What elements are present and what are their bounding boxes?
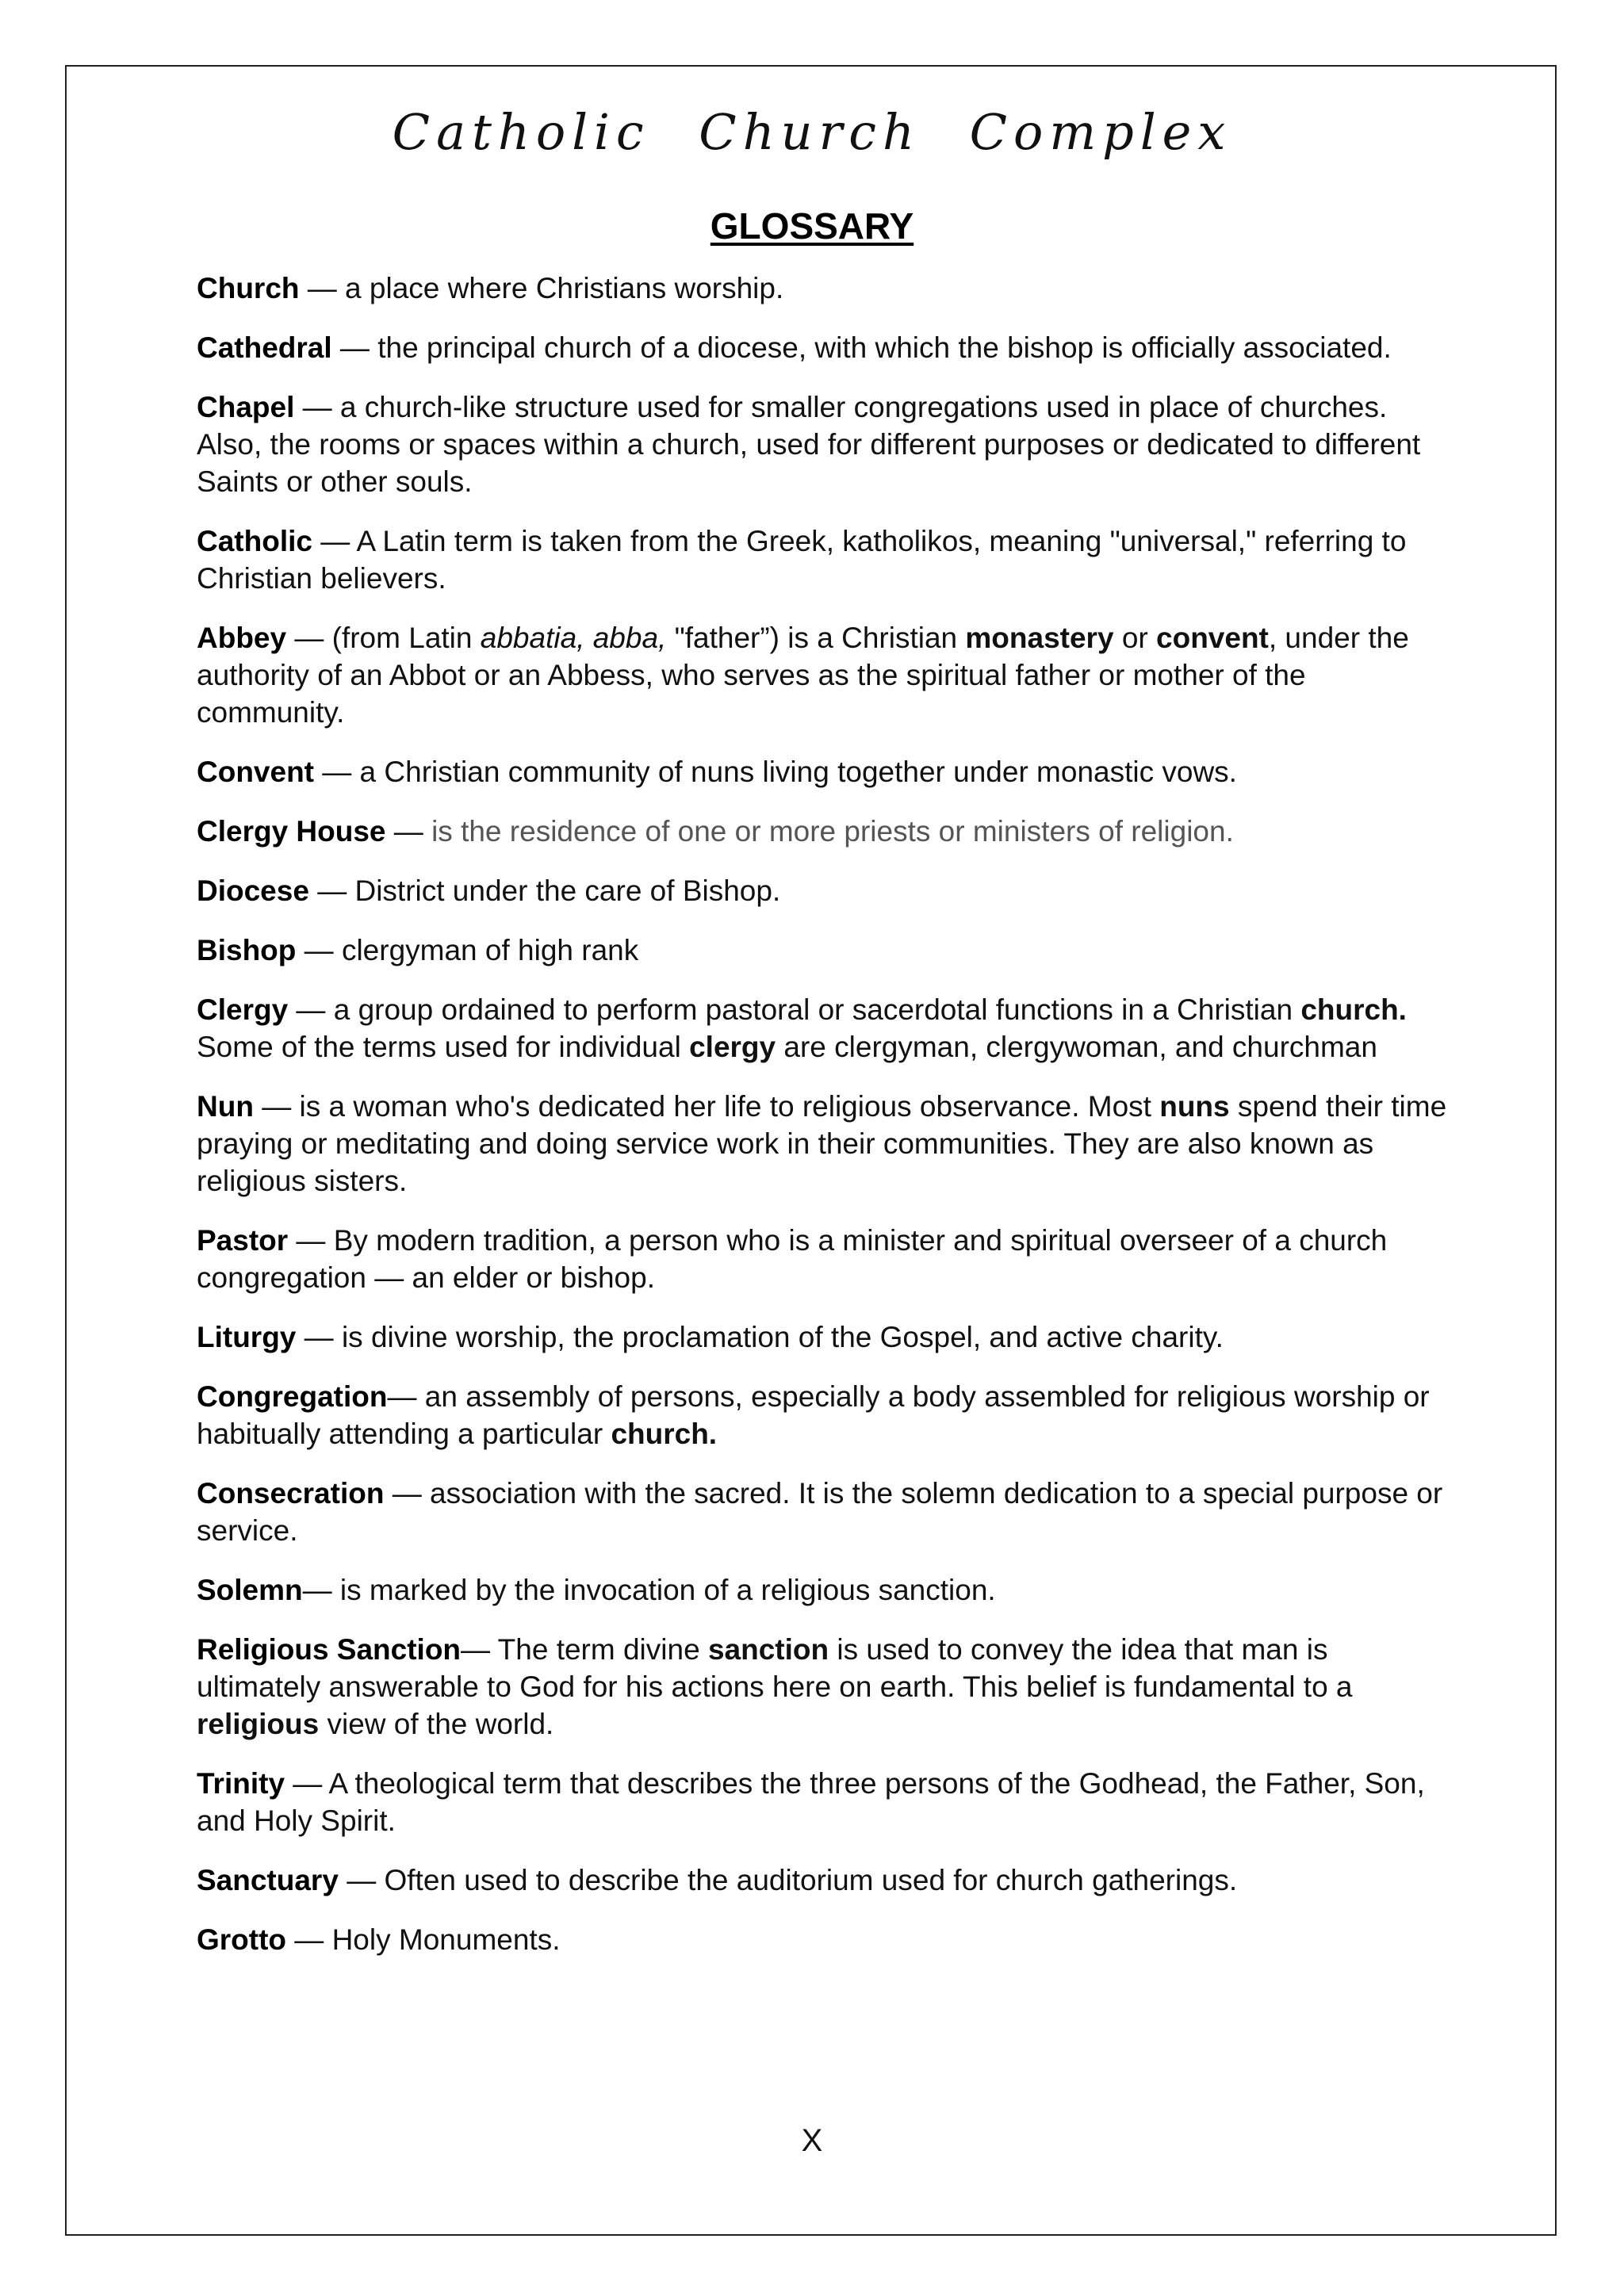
- glossary-entry: [197, 1318, 1450, 1356]
- glossary-entry: [197, 329, 1450, 366]
- glossary-term: Consecration: [197, 1477, 385, 1510]
- glossary-term: Nun: [197, 1090, 254, 1123]
- glossary-definition-text: — By modern tradition, a person who is a minister and spiritual overseer of a church congregation — an elder or bishop.: [197, 1224, 1388, 1294]
- glossary-definition-text: — a place where Christians worship.: [299, 272, 784, 304]
- glossary-entry: [197, 753, 1450, 790]
- glossary-term: Congregation: [197, 1380, 388, 1413]
- glossary-term: Sanctuary: [197, 1864, 339, 1896]
- glossary-definition-text: religious: [197, 1708, 320, 1740]
- glossary-definition-text: is used to convey the idea that man is ultimately answerable to God for his actions here on earth. This belief is fundamental to a: [197, 1633, 1353, 1703]
- glossary-term: Liturgy: [197, 1321, 297, 1353]
- glossary-heading: GLOSSARY: [710, 205, 914, 247]
- glossary-entry: [197, 1475, 1450, 1549]
- glossary-definition-text: — A Latin term is taken from the Greek, katholikos, meaning "universal," referring to Christian believers.: [197, 525, 1407, 595]
- glossary-definition-text: — The term divine: [461, 1633, 708, 1666]
- glossary-term: Solemn: [197, 1574, 303, 1606]
- glossary-entry: [197, 1378, 1450, 1452]
- glossary-entry: [197, 991, 1450, 1066]
- glossary-term: Bishop: [197, 934, 297, 966]
- glossary-definition-text: monastery: [965, 622, 1114, 654]
- glossary-definition-text: — the principal church of a diocese, with which the bishop is officially associated.: [331, 331, 1392, 364]
- glossary-definition-text: convent: [1156, 622, 1269, 654]
- glossary-entry: [197, 619, 1450, 731]
- glossary-definition-text: — association with the sacred. It is the solemn dedication to a special purpose or service.: [197, 1477, 1443, 1547]
- glossary-entry: [197, 1088, 1450, 1200]
- glossary-definition-text: clergy: [689, 1031, 776, 1063]
- glossary-definition-text: spend their time praying or meditating and doing service work in their communities. They are also known as religious sisters.: [197, 1090, 1447, 1197]
- glossary-definition-text: — is marked by the invocation of a religious sanction.: [302, 1574, 996, 1606]
- glossary-definition-text: Some of the terms used for individual: [197, 1031, 690, 1063]
- glossary-definition-text: — District under the care of Bishop.: [308, 874, 781, 907]
- glossary-definition-text: is the residence of one or more priests or ministers of religion.: [431, 815, 1234, 848]
- glossary-term: Abbey: [197, 622, 287, 654]
- glossary-term: Trinity: [197, 1767, 285, 1800]
- glossary-definition-text: view of the world.: [319, 1708, 554, 1740]
- glossary-definition-text: church.: [1300, 993, 1407, 1026]
- glossary-definition-text: — a Christian community of nuns living together under monastic vows.: [314, 756, 1237, 788]
- glossary-definition-text: — is a woman who's dedicated her life to religious observance. Most: [253, 1090, 1160, 1123]
- glossary-list: [197, 270, 1450, 1980]
- glossary-entry: [197, 1921, 1450, 1958]
- glossary-term: Grotto: [197, 1923, 287, 1956]
- glossary-term: Diocese: [197, 874, 309, 907]
- page-number: X: [801, 2123, 823, 2158]
- glossary-entry: [197, 1631, 1450, 1743]
- glossary-term: Convent: [197, 756, 314, 788]
- glossary-definition-text: are clergyman, clergywoman, and churchman: [776, 1031, 1377, 1063]
- glossary-definition-text: abbatia, abba,: [480, 622, 667, 654]
- glossary-definition-text: — is divine worship, the proclamation of the Gospel, and active charity.: [296, 1321, 1224, 1353]
- glossary-entry: [197, 932, 1450, 969]
- glossary-definition-text: "father”) is a Christian: [666, 622, 966, 654]
- glossary-entry: [197, 522, 1450, 597]
- glossary-definition-text: — an assembly of persons, especially a body assembled for religious worship or habitually attending a particular: [197, 1380, 1430, 1450]
- glossary-entry: [197, 1222, 1450, 1296]
- glossary-definition-text: church.: [611, 1418, 718, 1450]
- glossary-definition-text: nuns: [1159, 1090, 1230, 1123]
- glossary-term: Religious Sanction: [197, 1633, 462, 1666]
- glossary-definition-text: sanction: [707, 1633, 829, 1666]
- glossary-entry: [197, 388, 1450, 500]
- glossary-entry: [197, 270, 1450, 307]
- glossary-definition-text: —: [385, 815, 432, 848]
- document-title: Catholic Church Complex: [392, 103, 1232, 161]
- glossary-definition-text: — Holy Monuments.: [286, 1923, 561, 1956]
- glossary-term: Clergy House: [197, 815, 386, 848]
- glossary-definition-text: — A theological term that describes the three persons of the Godhead, the Father, Son, and Holy Spirit.: [197, 1767, 1425, 1837]
- glossary-term: Chapel: [197, 391, 295, 423]
- glossary-term: Pastor: [197, 1224, 289, 1257]
- glossary-entry: [197, 872, 1450, 909]
- glossary-definition-text: — (from Latin: [286, 622, 481, 654]
- glossary-entry: [197, 813, 1450, 850]
- glossary-definition-text: , under the authority of an Abbot or an Abbess, who serves as the spiritual father or mother of the community.: [197, 622, 1409, 729]
- glossary-definition-text: — a group ordained to perform pastoral or sacerdotal functions in a Christian: [288, 993, 1301, 1026]
- glossary-definition-text: — clergyman of high rank: [296, 934, 639, 966]
- glossary-entry: [197, 1862, 1450, 1899]
- glossary-term: Church: [197, 272, 300, 304]
- glossary-term: Cathedral: [197, 331, 332, 364]
- glossary-definition-text: or: [1113, 622, 1157, 654]
- glossary-entry: [197, 1571, 1450, 1609]
- glossary-entry: [197, 1765, 1450, 1839]
- glossary-definition-text: — Often used to describe the auditorium used for church gatherings.: [338, 1864, 1238, 1896]
- glossary-definition-text: — a church-like structure used for smaller congregations used in place of churches. Also, the rooms or spaces within a church, used for different purposes or dedicated to different Saints or other souls.: [197, 391, 1421, 498]
- glossary-term: Clergy: [197, 993, 289, 1026]
- glossary-term: Catholic: [197, 525, 312, 557]
